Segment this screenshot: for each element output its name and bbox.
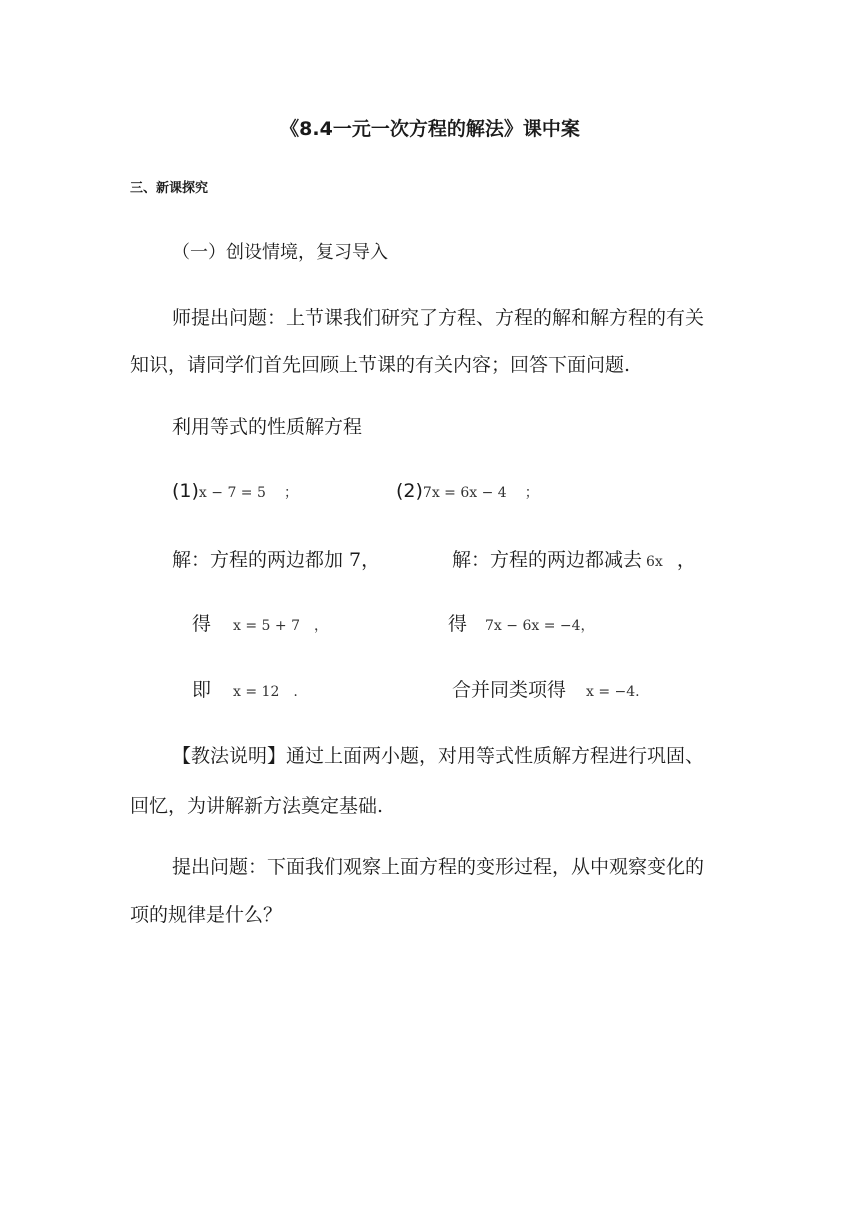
question-intro-line2: 知识，请同学们首先回顾上节课的有关内容；回答下面问题. <box>130 354 631 376</box>
problem1-equation: x − 7 = 5 <box>198 485 266 501</box>
method-note-line1: 【教法说明】通过上面两小题，对用等式性质解方程进行巩固、 <box>172 745 705 767</box>
question2-line1: 提出问题：下面我们观察上面方程的变形过程，从中观察变化的 <box>172 856 705 878</box>
problem1-step3-equation: x = 12 <box>233 684 280 700</box>
problem2-step1 <box>452 545 696 572</box>
problem2-label: (2) <box>396 480 423 502</box>
problem1-label: (1) <box>172 480 199 502</box>
problem1-step3 <box>192 675 298 702</box>
problem2-punct: ； <box>524 485 539 501</box>
problem2-step1-term: 6x <box>646 554 663 570</box>
problem2-step3-equation: x = −4. <box>586 684 640 700</box>
problem2-step2 <box>448 609 595 636</box>
problem1-step2-label: 得 <box>192 613 212 635</box>
problem1-step3-punct: . <box>293 684 298 700</box>
problem2-step1-text: 解：方程的两边都减去 <box>452 549 643 571</box>
problem1-step3-label: 即 <box>192 679 212 701</box>
page-title: 《8.4一元一次方程的解法》课中案 <box>280 118 580 140</box>
problem2-step3-label: 合并同类项得 <box>452 679 567 701</box>
subsection-heading: （一）创设情境，复习导入 <box>172 242 388 263</box>
problem1-step1: 解：方程的两边都加 7， <box>172 549 381 571</box>
question-intro-line1: 师提出问题：上节课我们研究了方程、方程的解和解方程的有关 <box>172 307 705 329</box>
problem2-step2-label: 得 <box>448 613 468 635</box>
problem1-step2 <box>192 609 328 636</box>
question2-line2: 项的规律是什么？ <box>130 904 283 926</box>
problem2-step1-punct: ， <box>676 549 696 571</box>
problem2-equation: 7x = 6x − 4 <box>422 485 507 501</box>
section-heading: 三、新课探究 <box>130 181 209 196</box>
problem2-line <box>396 480 539 502</box>
task-text: 利用等式的性质解方程 <box>172 416 363 438</box>
problem1-punct: ； <box>283 485 298 501</box>
method-note-line2: 回忆，为讲解新方法奠定基础. <box>130 795 384 817</box>
problem1-step2-punct: ， <box>314 618 328 634</box>
problem2-step2-equation: 7x − 6x = −4， <box>485 618 595 634</box>
problem1-line <box>172 480 298 502</box>
problem2-step3 <box>452 675 640 702</box>
problem1-step2-equation: x = 5 + 7 <box>233 618 300 634</box>
